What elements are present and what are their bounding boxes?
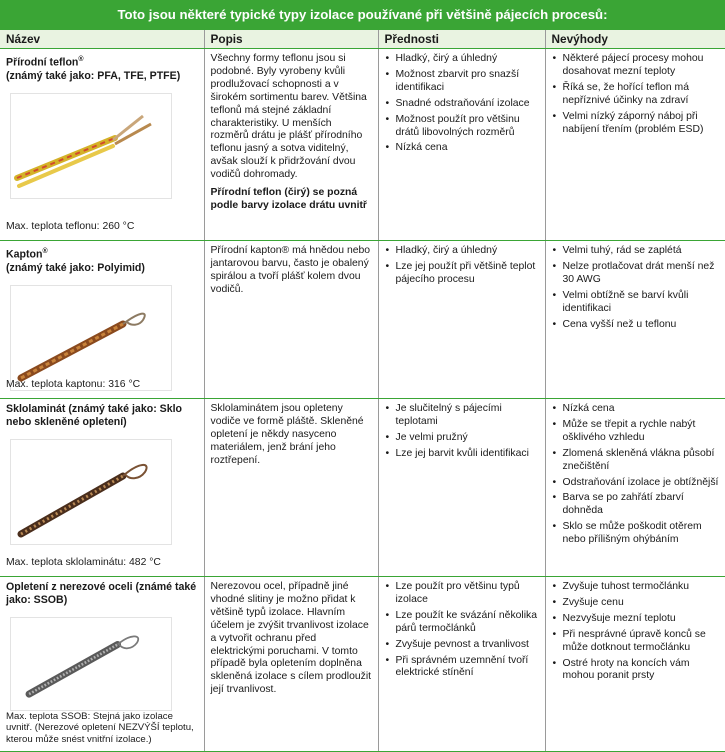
- description-text: Všechny formy teflonu jsou si podobné. Byly vyrobeny kvůli prodlužovací schopnosti a v širokém sortimentu barev. Většina teflonů má stejné základní charakteristiky. U menších rozměrů drátu je plášť přírodního teflonu jasný a sotva viditelný, avšak slouží k přidržování dvou vodičů dohromady.: [210, 53, 367, 181]
- table-row-teflon: [0, 49, 725, 241]
- disadvantages-cell: [545, 577, 725, 752]
- list-item: • Sklo se může poškodit otěrem nebo přílišným ohýbáním: [552, 521, 720, 547]
- list-item: • Zvyšuje cenu: [552, 597, 720, 610]
- description-note: Přírodní teflon (čirý) se pozná podle barvy izolace drátu uvnitř: [210, 187, 367, 211]
- max-temperature: Max. teplota teflonu: 260 °C: [6, 221, 135, 233]
- list-item: • Cena vyšší než u teflonu: [552, 319, 720, 332]
- advantages-list: [385, 53, 539, 155]
- description-cell: [204, 49, 378, 241]
- list-item: • Nízká cena: [385, 142, 539, 155]
- yellow-red-striped-wire-icon: [10, 93, 172, 199]
- advantages-cell: [378, 399, 545, 577]
- insulation-aka: (známý také jako: PFA, TFE, PTFE): [6, 69, 181, 82]
- insulation-name: Přírodní teflon®: [6, 56, 84, 69]
- list-item: • Nelze protlačovat drát menší než 30 AWG: [552, 261, 720, 287]
- list-item: • Odstraňování izolace je obtížnější: [552, 477, 720, 490]
- list-item: • Velmi tuhý, rád se zaplétá: [552, 245, 720, 258]
- list-item: • Barva se po zahřátí zbarví dohněda: [552, 492, 720, 518]
- list-item: • Může se třepit a rychle nabýt ošklivého vzhledu: [552, 419, 720, 445]
- name-cell: [0, 49, 204, 241]
- disadvantages-list: [552, 403, 720, 547]
- list-item: • Snadné odstraňování izolace: [385, 98, 539, 111]
- table-row-kapton: [0, 241, 725, 399]
- description-text: Přírodní kapton® má hnědou nebo jantarovou barvu, často je obalený spirálou a tvoří plášť kolem dvou vodičů.: [210, 245, 371, 295]
- list-item: • Nízká cena: [552, 403, 720, 416]
- list-item: • Je velmi pružný: [385, 432, 539, 445]
- disadvantages-cell: [545, 399, 725, 577]
- name-cell: [0, 399, 204, 577]
- disadvantages-cell: [545, 49, 725, 241]
- list-item: • Hladký, čirý a úhledný: [385, 245, 539, 258]
- advantages-cell: [378, 49, 545, 241]
- list-item: • Zlomená skleněná vlákna působí znečištění: [552, 448, 720, 474]
- name-cell: [0, 241, 204, 399]
- disadvantages-list: [552, 53, 720, 136]
- header-description: Popis: [204, 30, 378, 49]
- max-temperature: Max. teplota SSOB: Stejná jako izolace uvnitř. (Nerezové opletení NEZVÝŠÍ teplotu, kterou může snést vnitřní izolace.): [6, 710, 194, 745]
- description-cell: [204, 577, 378, 752]
- brown-wrapped-wire-icon: [10, 285, 172, 391]
- list-item: • Lze jej barvit kvůli identifikaci: [385, 448, 539, 461]
- disadvantages-cell: [545, 241, 725, 399]
- max-temperature: Max. teplota kaptonu: 316 °C: [6, 379, 141, 391]
- header-name: Název: [0, 30, 204, 49]
- insulation-name: Kapton®: [6, 248, 48, 261]
- insulation-aka: (známý také jako: Polyimid): [6, 261, 145, 274]
- disadvantages-list: [552, 245, 720, 331]
- insulation-name: Sklolaminát (známý také jako: Sklo nebo skleněné opletení): [6, 403, 183, 428]
- list-item: • Je slučitelný s pájecími teplotami: [385, 403, 539, 429]
- list-item: • Velmi nízký záporný náboj při nabíjení třením (problém ESD): [552, 111, 720, 137]
- advantages-list: [385, 245, 539, 287]
- description-cell: [204, 399, 378, 577]
- description-cell: [204, 241, 378, 399]
- insulation-table: [0, 30, 725, 752]
- list-item: • Možnost zbarvit pro snazší identifikaci: [385, 69, 539, 95]
- list-item: • Při nesprávné úpravě konců se může dotknout termočlánku: [552, 629, 720, 655]
- disadvantages-list: [552, 581, 720, 683]
- list-item: • Říká se, že hořící teflon má nepříznivé účinky na zdraví: [552, 82, 720, 108]
- steel-braided-wire-icon: [10, 617, 172, 711]
- advantages-cell: [378, 241, 545, 399]
- insulation-name: Opletení z nerezové oceli (známé také jako: SSOB): [6, 581, 197, 606]
- list-item: • Velmi obtížně se barví kvůli identifikaci: [552, 290, 720, 316]
- advantages-list: [385, 403, 539, 461]
- header-advantages: Přednosti: [378, 30, 545, 49]
- list-item: • Lze použít pro většinu typů izolace: [385, 581, 539, 607]
- list-item: • Možnost použít pro většinu drátů libovolných rozměrů: [385, 114, 539, 140]
- list-item: • Lze jej použít při většině teplot pájecího procesu: [385, 261, 539, 287]
- description-text: Sklolaminátem jsou opleteny vodiče ve formě pláště. Skleněné opletení je někdy nasyceno materiálem, jenž brání jeho roztřepení.: [210, 403, 364, 466]
- name-cell: [0, 577, 204, 752]
- list-item: • Zvyšuje tuhost termočlánku: [552, 581, 720, 594]
- list-item: • Zvyšuje pevnost a trvanlivost: [385, 639, 539, 652]
- table-row-fiberglass: [0, 399, 725, 577]
- description-text: Nerezovou ocel, případně jiné vhodné slitiny je možno přidat k většině typů izolace. Hlavním účelem je zvýšit trvanlivost izolace a vytvořit ochranu před elektrickými poruchami. V tomto případě byla opletením doplněna skleněná izolace s cílem prodloužit její trvanlivost.: [210, 581, 372, 696]
- max-temperature: Max. teplota sklolaminátu: 482 °C: [6, 557, 161, 569]
- table-title: Toto jsou některé typické typy izolace používané při většině pájecích procesů:: [0, 0, 725, 30]
- braided-glass-wire-icon: [10, 439, 172, 545]
- advantages-cell: [378, 577, 545, 752]
- table-row-ssob: [0, 577, 725, 752]
- list-item: • Nezvyšuje mezní teplotu: [552, 613, 720, 626]
- advantages-list: [385, 581, 539, 680]
- list-item: • Lze použít ke svázání několika párů termočlánků: [385, 610, 539, 636]
- header-row: [0, 30, 725, 49]
- header-disadvantages: Nevýhody: [545, 30, 725, 49]
- list-item: • Ostré hroty na koncích vám mohou poranit prsty: [552, 658, 720, 684]
- list-item: • Při správném uzemnění tvoří elektrické stínění: [385, 655, 539, 681]
- list-item: • Hladký, čirý a úhledný: [385, 53, 539, 66]
- list-item: • Některé pájecí procesy mohou dosahovat mezní teploty: [552, 53, 720, 79]
